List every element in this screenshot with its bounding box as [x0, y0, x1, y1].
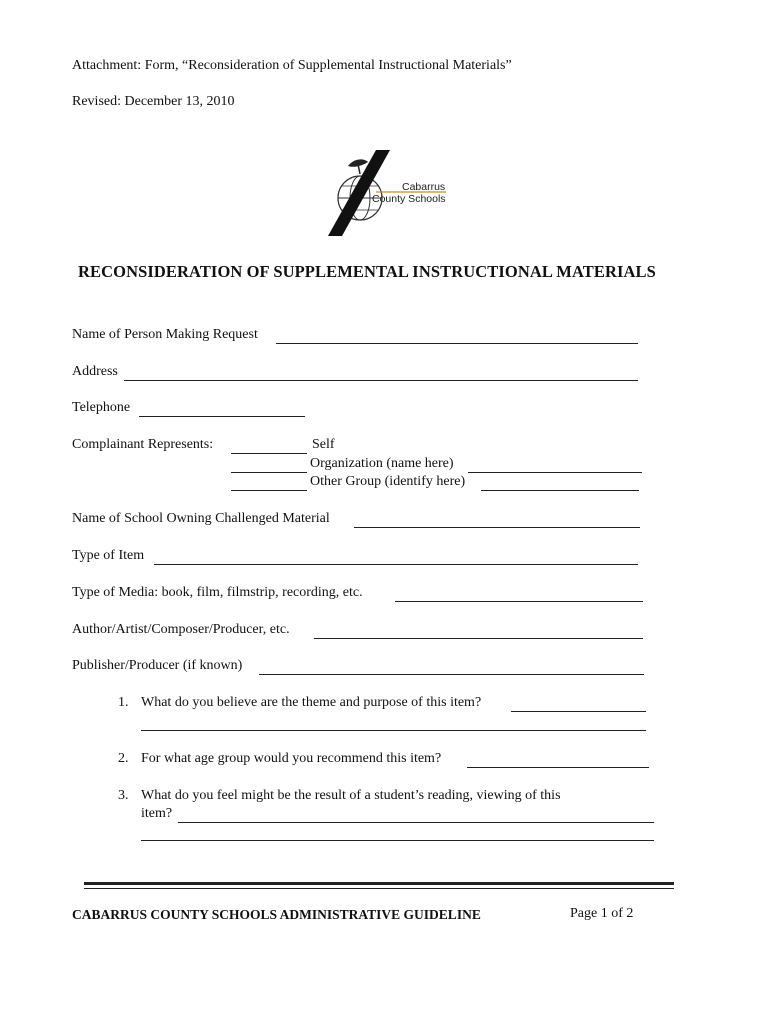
footer-guideline: CABARRUS COUNTY SCHOOLS ADMINISTRATIVE GUIDELINE: [72, 907, 481, 922]
name-of-person-label: Name of Person Making Request: [72, 327, 258, 342]
footer-rule-thin: [84, 888, 674, 889]
author-blank[interactable]: [314, 638, 643, 639]
complainant-represents-label: Complainant Represents:: [72, 437, 214, 452]
cabarrus-county-schools-logo: [318, 148, 458, 240]
question-2-blank[interactable]: [467, 767, 649, 768]
type-of-item-label: Type of Item: [72, 548, 145, 563]
address-label: Address: [72, 364, 118, 379]
option-self-label: Self: [312, 437, 335, 452]
question-1-number: 1.: [118, 695, 129, 710]
type-of-media-label: Type of Media: book, film, filmstrip, recording, etc.: [72, 585, 363, 600]
form-title: RECONSIDERATION OF SUPPLEMENTAL INSTRUCTIONAL MATERIALS: [78, 262, 656, 281]
question-1-blank[interactable]: [511, 711, 646, 712]
page-number: Page 1 of 2: [570, 906, 634, 921]
school-name-label: Name of School Owning Challenged Material: [72, 511, 330, 526]
telephone-blank[interactable]: [139, 416, 305, 417]
telephone-label: Telephone: [72, 400, 131, 415]
author-label: Author/Artist/Composer/Producer, etc.: [72, 622, 290, 637]
other-group-name-blank[interactable]: [481, 490, 639, 491]
address-blank[interactable]: [124, 380, 638, 381]
revised-date: Revised: December 13, 2010: [72, 94, 235, 109]
question-1-text: What do you believe are the theme and purpose of this item?: [141, 695, 482, 710]
other-group-check-blank[interactable]: [231, 490, 307, 491]
option-other-group-label: Other Group (identify here): [310, 474, 466, 489]
logo-line1: Cabarrus: [402, 181, 446, 193]
logo-line2: County Schools: [372, 193, 446, 205]
self-blank[interactable]: [231, 453, 307, 454]
name-of-person-blank[interactable]: [276, 343, 638, 344]
question-3-blank-line2[interactable]: [141, 840, 654, 841]
question-3-text-line2: item?: [141, 806, 173, 821]
question-2-number: 2.: [118, 751, 129, 766]
footer-rule-thick: [84, 882, 674, 885]
question-3-text: What do you feel might be the result of a student’s reading, viewing of this: [141, 788, 561, 803]
organization-name-blank[interactable]: [468, 472, 642, 473]
type-of-media-blank[interactable]: [395, 601, 643, 602]
school-name-blank[interactable]: [354, 527, 640, 528]
publisher-label: Publisher/Producer (if known): [72, 658, 243, 673]
question-3-blank[interactable]: [178, 822, 654, 823]
option-organization-label: Organization (name here): [310, 456, 454, 471]
attachment-line: Attachment: Form, “Reconsideration of Supplemental Instructional Materials”: [72, 58, 512, 73]
organization-check-blank[interactable]: [231, 472, 307, 473]
question-3-number: 3.: [118, 788, 129, 803]
publisher-blank[interactable]: [259, 674, 644, 675]
question-2-text: For what age group would you recommend this item?: [141, 751, 442, 766]
type-of-item-blank[interactable]: [154, 564, 638, 565]
question-1-blank-line2[interactable]: [141, 730, 646, 731]
